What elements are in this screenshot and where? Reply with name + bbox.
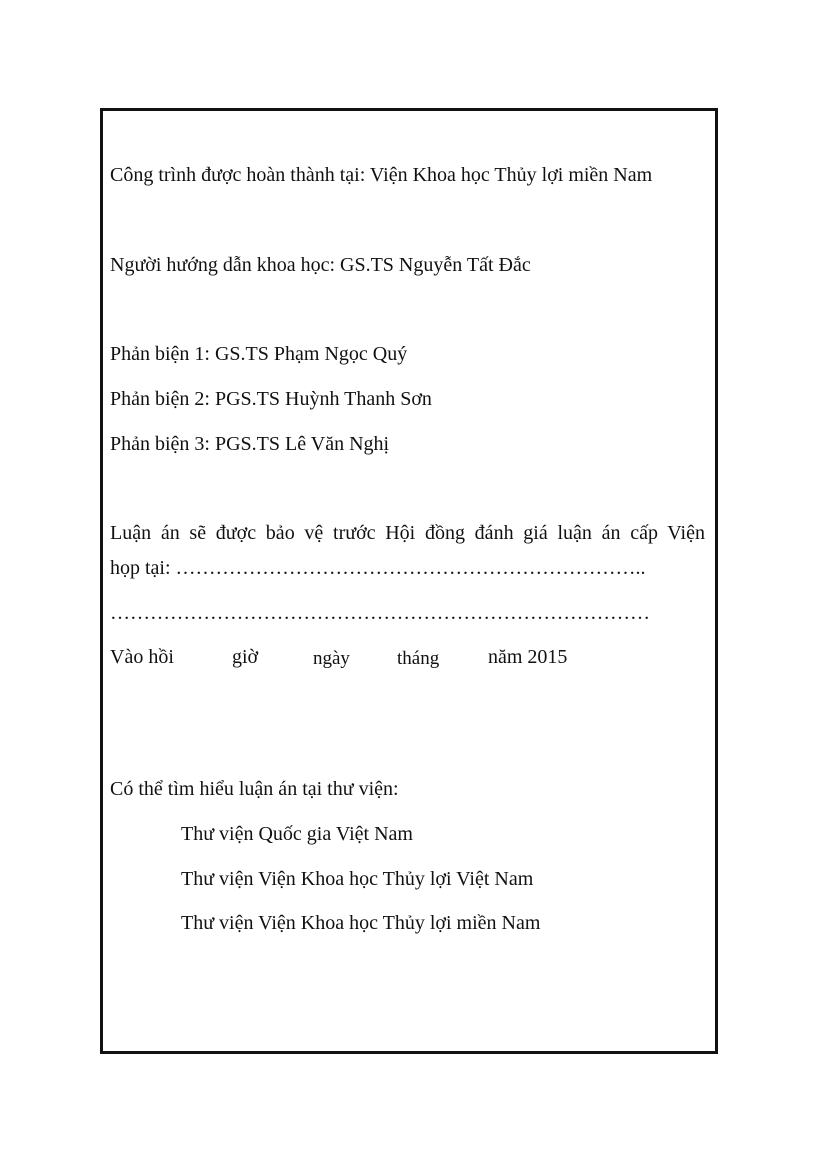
reviewer-3-line: Phản biện 3: PGS.TS Lê Văn Nghị — [110, 433, 390, 455]
library-item: Thư viện Viện Khoa học Thủy lợi Việt Nam — [181, 868, 534, 890]
completed-at-line: Công trình được hoàn thành tại: Viện Khoa học Thủy lợi miền Nam — [110, 164, 653, 186]
reviewer-1-line: Phản biện 1: GS.TS Phạm Ngọc Quý — [110, 343, 408, 365]
reviewer-2-line: Phản biện 2: PGS.TS Huỳnh Thanh Sơn — [110, 388, 432, 410]
library-item: Thư viện Quốc gia Việt Nam — [181, 823, 413, 845]
defense-line-2: họp tại: …………………………………………………………….. — [110, 557, 646, 579]
time-label: Vào hồi — [110, 646, 174, 668]
libraries-heading: Có thể tìm hiểu luận án tại thư viện: — [110, 778, 399, 800]
year-label: năm 2015 — [488, 646, 568, 668]
defense-line-1: Luận án sẽ được bảo vệ trước Hội đồng đánh giá luận án cấp Viện — [110, 522, 705, 544]
defense-line-3: ……………………………………………………………………… — [110, 602, 650, 624]
day-label: ngày — [313, 648, 350, 669]
hour-label: giờ — [232, 646, 259, 668]
supervisor-line: Người hướng dẫn khoa học: GS.TS Nguyễn Tất Đắc — [110, 254, 531, 276]
library-item: Thư viện Viện Khoa học Thủy lợi miền Nam — [181, 912, 541, 934]
month-label: tháng — [397, 648, 440, 669]
